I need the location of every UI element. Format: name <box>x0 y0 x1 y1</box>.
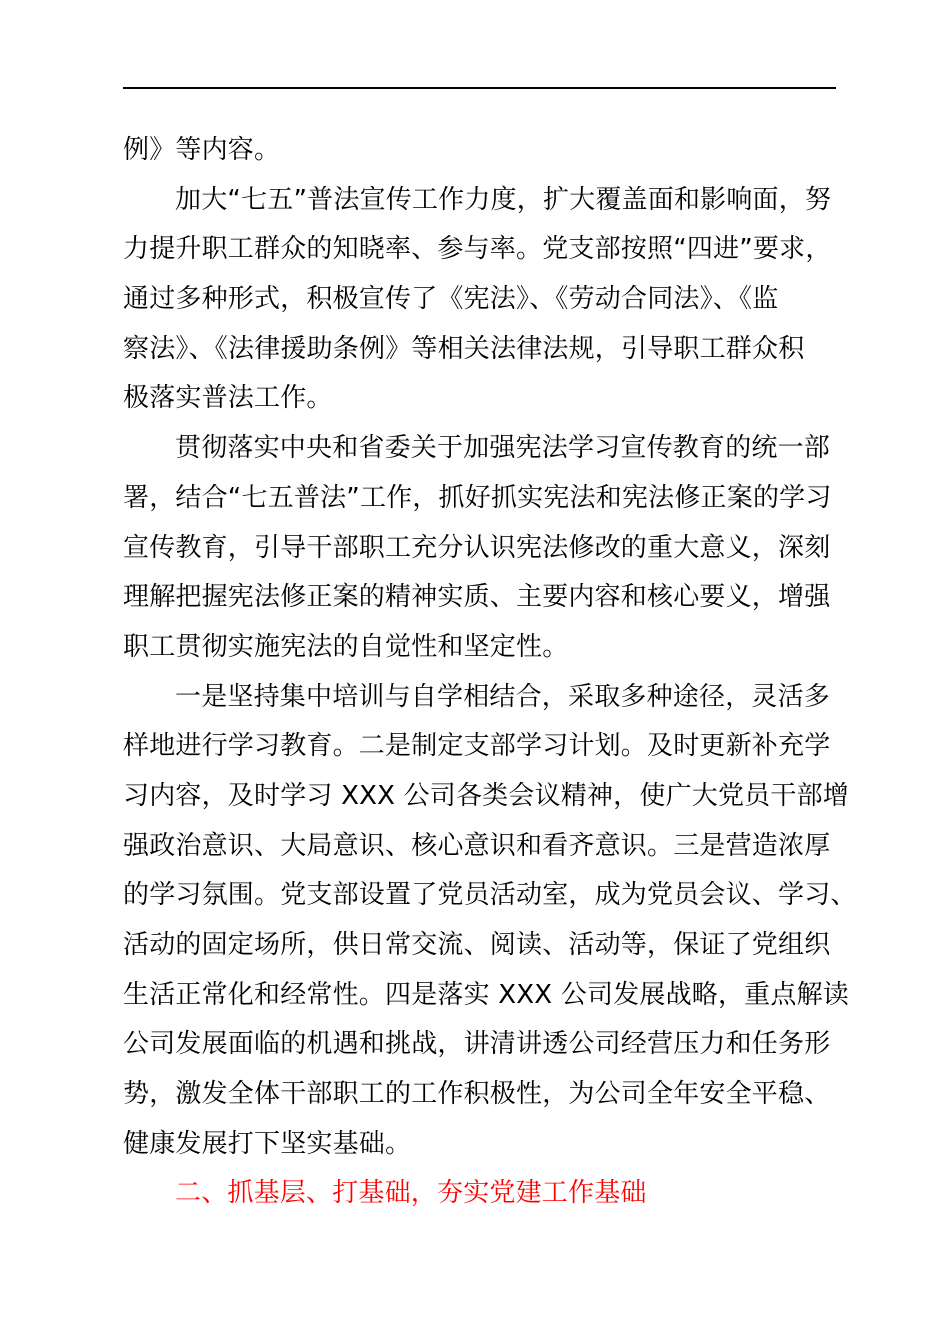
text-line: 健康发展打下坚实基础。 <box>123 1128 412 1159</box>
text-line: 习内容，及时学习 XXX 公司各类会议精神，使广大党员干部增 <box>123 780 849 811</box>
text-line: 署，结合“七五普法”工作，抓好抓实宪法和宪法修正案的学习 <box>123 482 832 513</box>
text-line: 察法》、《法律援助条例》等相关法律法规，引导职工群众积 <box>123 333 805 364</box>
text-line: 势，激发全体干部职工的工作积极性，为公司全年安全平稳、 <box>123 1079 831 1110</box>
text-line: 生活正常化和经常性。四是落实 XXX 公司发展战略，重点解读 <box>123 979 849 1010</box>
header-rule <box>123 87 836 89</box>
paragraph-start-line: 一是坚持集中培训与自学相结合，采取多种途径，灵活多 <box>175 681 831 712</box>
text-line: 强政治意识、大局意识、核心意识和看齐意识。三是营造浓厚 <box>123 830 831 861</box>
text-line: 职工贯彻实施宪法的自觉性和坚定性。 <box>123 631 569 662</box>
paragraph-start-line: 贯彻落实中央和省委关于加强宪法学习宣传教育的统一部 <box>175 433 831 464</box>
text-line: 样地进行学习教育。二是制定支部学习计划。及时更新补充学 <box>123 731 831 762</box>
paragraph-start-line: 加大“七五”普法宣传工作力度，扩大覆盖面和影响面，努 <box>175 184 832 215</box>
text-line: 极落实普法工作。 <box>123 383 333 414</box>
body-text <box>123 126 857 1219</box>
text-line: 活动的固定场所，供日常交流、阅读、活动等，保证了党组织 <box>123 930 831 960</box>
text-line: 力提升职工群众的知晓率、参与率。党支部按照“四进”要求， <box>123 234 832 265</box>
text-line: 通过多种形式，积极宣传了《宪法》、《劳动合同法》、《监 <box>123 284 779 315</box>
text-line: 的学习氛围。党支部设置了党员活动室，成为党员会议、学习、 <box>123 880 857 911</box>
text-line: 例》等内容。 <box>123 135 281 165</box>
text-line: 理解把握宪法修正案的精神实质、主要内容和核心要义，增强 <box>123 582 831 613</box>
section-heading: 二、抓基层、打基础，夯实党建工作基础 <box>175 1178 647 1209</box>
text-line: 公司发展面临的机遇和挑战，讲清讲透公司经营压力和任务形 <box>123 1029 831 1060</box>
text-line: 宣传教育，引导干部职工充分认识宪法修改的重大意义，深刻 <box>123 532 831 563</box>
